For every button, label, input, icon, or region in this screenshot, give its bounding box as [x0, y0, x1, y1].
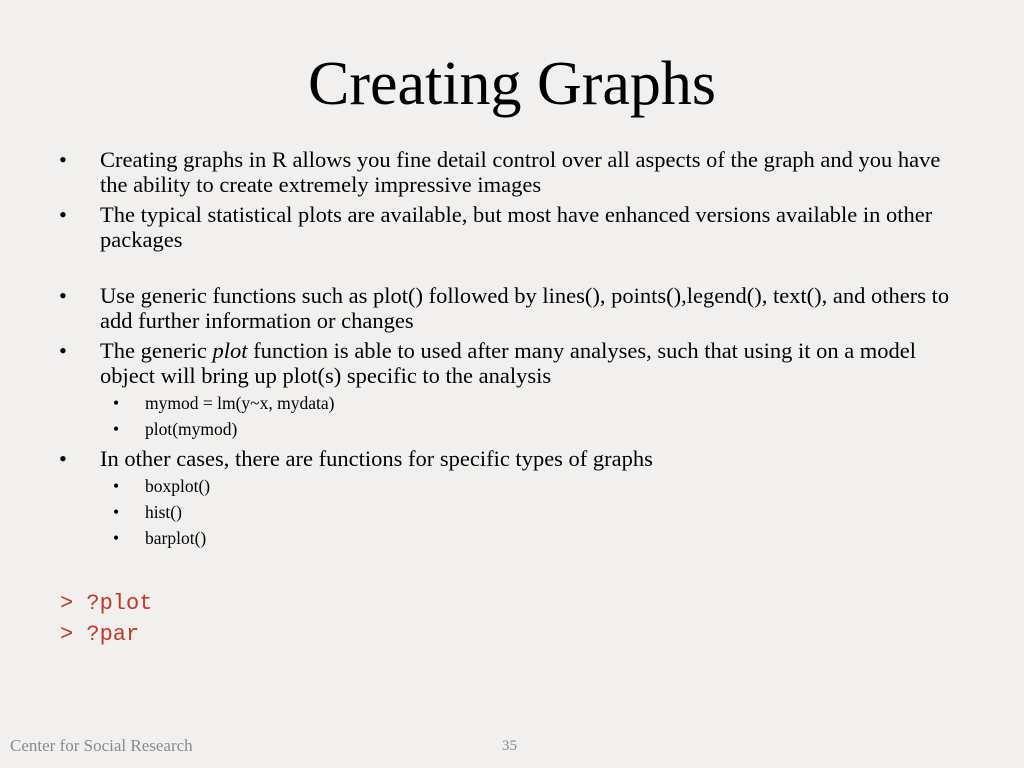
sub-bullet-dot: • — [113, 476, 120, 496]
bullet-item — [0, 338, 960, 388]
slide-title: Creating Graphs — [307, 50, 717, 118]
bullet-text: Use generic functions such as plot() followed by lines(), points(),legend(), text(), and others to add further information or changes — [100, 283, 950, 333]
bullet-dot: • — [59, 446, 67, 471]
sub-bullet-dot: • — [113, 502, 120, 522]
bullet-text: Creating graphs in R allows you fine detail control over all aspects of the graph and you have the ability to create extremely impressive images — [100, 147, 941, 197]
bullet-text-emphasis: plot — [212, 338, 248, 363]
sub-bullet-item — [0, 528, 1000, 549]
bullet-item — [0, 446, 960, 471]
bullet-item — [0, 147, 960, 197]
bullet-text: In other cases, there are functions for specific types of graphs — [100, 446, 653, 471]
bullet-text — [100, 338, 916, 388]
bullet-text: The typical statistical plots are available, but most have enhanced versions available in other packages — [100, 202, 933, 252]
page-number: 35 — [502, 738, 517, 754]
sub-bullet-dot: • — [113, 419, 120, 439]
bullet-dot: • — [59, 338, 67, 363]
sub-bullet-text: barplot() — [145, 528, 207, 548]
bullet-item — [0, 202, 960, 252]
footer-organization: Center for Social Research — [10, 736, 193, 755]
bullet-dot: • — [59, 147, 67, 172]
sub-bullet-text: hist() — [145, 502, 182, 522]
sub-bullet-item — [0, 476, 1000, 497]
sub-bullet-item — [0, 393, 1000, 414]
sub-bullet-dot: • — [113, 393, 120, 413]
code-block — [60, 589, 152, 650]
sub-bullet-text: mymod = lm(y~x, mydata) — [145, 393, 335, 413]
sub-bullet-dot: • — [113, 528, 120, 548]
bullet-item — [0, 283, 960, 333]
sub-bullet-item — [0, 419, 1000, 440]
bullet-text-lead: The generic — [100, 338, 213, 363]
code-line-plot: > ?plot — [60, 591, 153, 616]
bullet-text-rest: function is able to used after many analyses, such that using it on a model object will bring up plot(s) specific to the analysis — [100, 338, 917, 388]
code-line-par: > ?par — [60, 621, 140, 647]
sub-bullet-text: boxplot() — [145, 476, 211, 496]
bullet-dot: • — [59, 283, 67, 308]
sub-bullet-item — [0, 502, 1000, 523]
sub-bullet-text: plot(mymod) — [145, 419, 238, 439]
bullet-list — [0, 147, 1000, 554]
bullet-dot: • — [59, 202, 67, 227]
